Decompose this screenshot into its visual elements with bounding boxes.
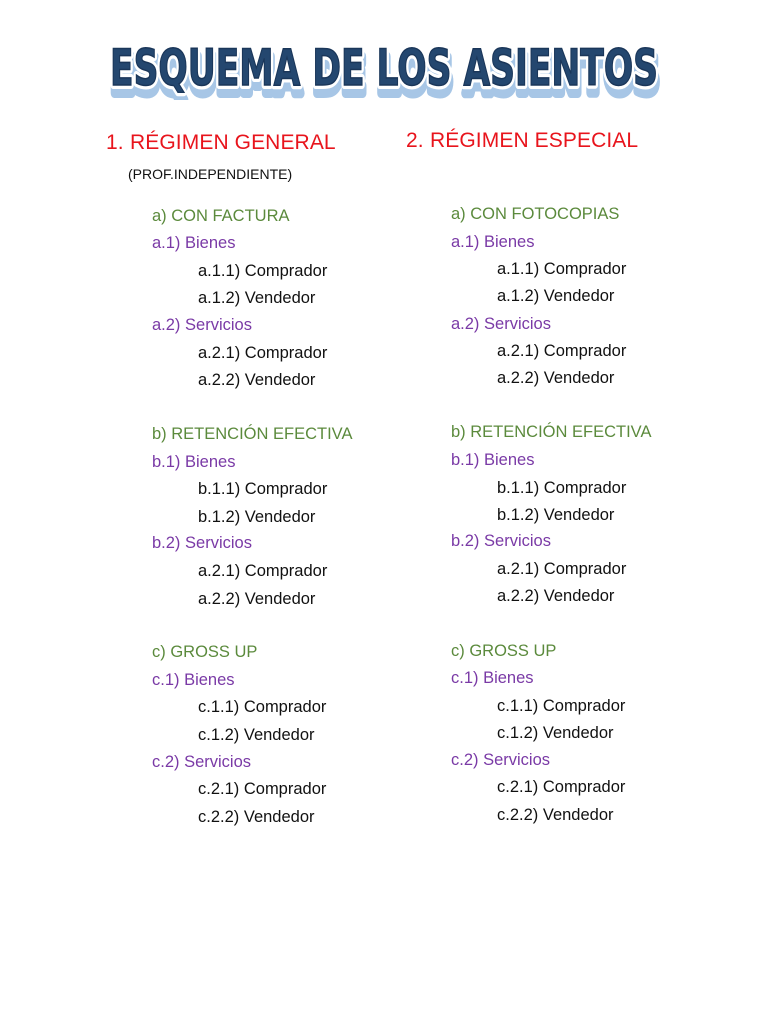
outline-item: a.1.1) Comprador — [497, 260, 627, 278]
column-heading-text: RÉGIMEN GENERAL — [130, 131, 336, 154]
outline-item: c.2.1) Comprador — [198, 780, 327, 798]
outline-item: a.2.2) Vendedor — [497, 587, 615, 605]
subsection-label: b.1) Bienes — [152, 453, 236, 471]
column-heading-regimen-general — [106, 131, 336, 155]
subsection-label: a.2) Servicios — [451, 315, 551, 333]
outline-item: a.2.1) Comprador — [497, 342, 627, 360]
outline-item: b.1.2) Vendedor — [198, 508, 316, 526]
outline-item: b.1.2) Vendedor — [497, 506, 615, 524]
subsection-label: b.2) Servicios — [451, 532, 551, 550]
outline-item: c.1.1) Comprador — [198, 698, 327, 716]
section-label: b) RETENCIÓN EFECTIVA — [451, 423, 652, 441]
outline-item: a.1.2) Vendedor — [198, 289, 316, 307]
outline-item: b.1.1) Comprador — [497, 479, 627, 497]
subsection-label: a.1) Bienes — [451, 233, 535, 251]
section-label: a) CON FACTURA — [152, 207, 290, 225]
subsection-label: a.1) Bienes — [152, 234, 236, 252]
outline-item: c.2.2) Vendedor — [198, 808, 315, 826]
section-label: a) CON FOTOCOPIAS — [451, 205, 620, 223]
outline-item: c.1.2) Vendedor — [198, 726, 315, 744]
outline-item: a.2.1) Comprador — [497, 560, 627, 578]
outline-item: c.1.1) Comprador — [497, 697, 626, 715]
subsection-label: b.1) Bienes — [451, 451, 535, 469]
column-subheading-prof-independiente: (PROF.INDEPENDIENTE) — [128, 166, 293, 182]
outline-item: a.2.2) Vendedor — [198, 590, 316, 608]
outline-item: c.2.2) Vendedor — [497, 806, 614, 824]
subsection-label: c.1) Bienes — [451, 669, 534, 687]
page-title — [100, 30, 668, 100]
subsection-label: a.2) Servicios — [152, 316, 252, 334]
outline-item: b.1.1) Comprador — [198, 480, 328, 498]
section-label: b) RETENCIÓN EFECTIVA — [152, 425, 353, 443]
page-title-text: ESQUEMA DE LOS ASIENTOS — [110, 39, 658, 97]
outline-item: a.2.1) Comprador — [198, 344, 328, 362]
outline-item: c.1.2) Vendedor — [497, 724, 614, 742]
column-heading-number: 1. — [106, 131, 124, 154]
subsection-label: c.2) Servicios — [451, 751, 551, 769]
column-heading-number: 2. — [406, 129, 424, 152]
column-heading-regimen-especial — [406, 129, 638, 153]
page-title-shadow: ESQUEMA DE LOS ASIENTOS — [111, 47, 659, 100]
outline-item: a.1.1) Comprador — [198, 262, 328, 280]
outline-item: a.2.2) Vendedor — [497, 369, 615, 387]
subsection-label: c.1) Bienes — [152, 671, 235, 689]
subsection-label: b.2) Servicios — [152, 534, 252, 552]
outline-item: c.2.1) Comprador — [497, 778, 626, 796]
subsection-label: c.2) Servicios — [152, 753, 252, 771]
outline-item: a.1.2) Vendedor — [497, 287, 615, 305]
page-title-outline: ESQUEMA DE LOS ASIENTOS — [110, 39, 658, 97]
outline-item: a.2.1) Comprador — [198, 562, 328, 580]
column-heading-text: RÉGIMEN ESPECIAL — [430, 129, 639, 152]
outline-item: a.2.2) Vendedor — [198, 371, 316, 389]
section-label: c) GROSS UP — [152, 643, 258, 661]
section-label: c) GROSS UP — [451, 642, 557, 660]
